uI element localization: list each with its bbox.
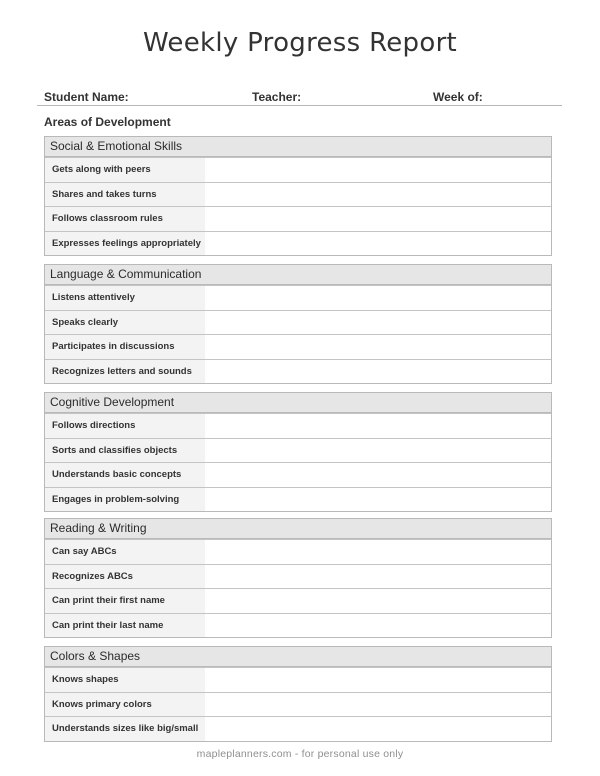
- table-row: [45, 182, 551, 207]
- row-label: Listens attentively: [45, 286, 205, 310]
- row-label: Expresses feelings appropriately: [45, 232, 205, 256]
- row-entry-cell[interactable]: [205, 311, 551, 335]
- row-entry-cell[interactable]: [205, 439, 551, 463]
- table-row: [45, 462, 551, 487]
- week-of-label: Week of:: [433, 90, 483, 104]
- row-entry-cell[interactable]: [205, 360, 551, 384]
- row-label: Sorts and classifies objects: [45, 439, 205, 463]
- header-divider: [37, 105, 562, 106]
- row-entry-cell[interactable]: [205, 614, 551, 638]
- table-row: [45, 613, 551, 638]
- row-entry-cell[interactable]: [205, 158, 551, 182]
- row-label: Recognizes ABCs: [45, 565, 205, 589]
- table-row: [45, 692, 551, 717]
- row-entry-cell[interactable]: [205, 463, 551, 487]
- row-entry-cell[interactable]: [205, 565, 551, 589]
- table-row: [45, 588, 551, 613]
- row-label: Follows classroom rules: [45, 207, 205, 231]
- row-entry-cell[interactable]: [205, 668, 551, 692]
- row-entry-cell[interactable]: [205, 589, 551, 613]
- table-row: [45, 413, 551, 438]
- row-entry-cell[interactable]: [205, 335, 551, 359]
- row-label: Speaks clearly: [45, 311, 205, 335]
- table-row: [45, 310, 551, 335]
- header-fields: [44, 90, 564, 106]
- section-heading: Colors & Shapes: [45, 647, 551, 667]
- section-heading: Cognitive Development: [45, 393, 551, 413]
- section-language-communication: [44, 264, 552, 384]
- table-row: [45, 359, 551, 384]
- table-row: [45, 206, 551, 231]
- table-row: [45, 539, 551, 564]
- teacher-label: Teacher:: [252, 90, 302, 104]
- row-entry-cell[interactable]: [205, 693, 551, 717]
- page-title: Weekly Progress Report: [142, 28, 458, 58]
- section-reading-writing: [44, 518, 552, 638]
- row-label: Knows primary colors: [45, 693, 205, 717]
- row-entry-cell[interactable]: [205, 207, 551, 231]
- section-social-emotional: [44, 136, 552, 256]
- row-label: Can print their first name: [45, 589, 205, 613]
- section-heading: Social & Emotional Skills: [45, 137, 551, 157]
- table-row: [45, 716, 551, 741]
- row-entry-cell[interactable]: [205, 183, 551, 207]
- row-entry-cell[interactable]: [205, 414, 551, 438]
- row-entry-cell[interactable]: [205, 717, 551, 741]
- section-cognitive-development: [44, 392, 552, 512]
- row-label: Can print their last name: [45, 614, 205, 638]
- row-label: Engages in problem-solving: [45, 488, 205, 512]
- footer-credit: mapleplanners.com - for personal use only: [196, 748, 404, 760]
- row-label: Gets along with peers: [45, 158, 205, 182]
- row-label: Can say ABCs: [45, 540, 205, 564]
- section-colors-shapes: [44, 646, 552, 742]
- row-entry-cell[interactable]: [205, 540, 551, 564]
- table-row: [45, 285, 551, 310]
- row-label: Recognizes letters and sounds: [45, 360, 205, 384]
- student-name-label: Student Name:: [44, 90, 129, 104]
- row-label: Shares and takes turns: [45, 183, 205, 207]
- row-entry-cell[interactable]: [205, 286, 551, 310]
- section-heading: Reading & Writing: [45, 519, 551, 539]
- row-entry-cell[interactable]: [205, 232, 551, 256]
- table-row: [45, 157, 551, 182]
- row-label: Understands sizes like big/small: [45, 717, 205, 741]
- table-row: [45, 667, 551, 692]
- row-label: Knows shapes: [45, 668, 205, 692]
- table-row: [45, 487, 551, 512]
- row-label: Understands basic concepts: [45, 463, 205, 487]
- row-entry-cell[interactable]: [205, 488, 551, 512]
- table-row: [45, 438, 551, 463]
- areas-of-development-label: Areas of Development: [44, 115, 171, 129]
- section-heading: Language & Communication: [45, 265, 551, 285]
- table-row: [45, 334, 551, 359]
- table-row: [45, 564, 551, 589]
- table-row: [45, 231, 551, 256]
- row-label: Participates in discussions: [45, 335, 205, 359]
- row-label: Follows directions: [45, 414, 205, 438]
